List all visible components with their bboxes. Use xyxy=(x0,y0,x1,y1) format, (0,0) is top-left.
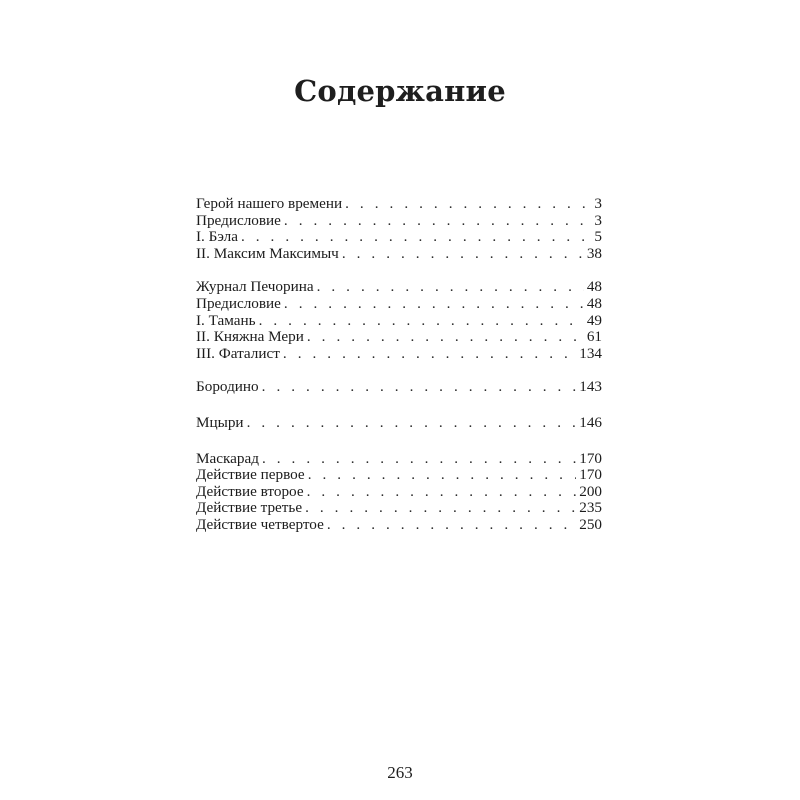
toc-entry-page: 143 xyxy=(579,378,602,396)
toc-entry-label: I. Бэла xyxy=(196,228,238,246)
toc-entry-page: 170 xyxy=(579,466,602,484)
toc-entry-page: 200 xyxy=(579,482,602,500)
dot-leader xyxy=(283,346,576,363)
toc-entry-label: Действие третье xyxy=(196,499,303,517)
toc-entry-page: 134 xyxy=(579,344,602,362)
toc-entry-label: II. Княжна Мери xyxy=(196,328,304,346)
toc-entry-page: 3 xyxy=(594,211,602,229)
toc-entry xyxy=(196,415,602,432)
dot-leader xyxy=(259,313,584,330)
toc-entry-label: Действие второе xyxy=(196,482,304,500)
toc-entry xyxy=(196,296,602,313)
toc-entry-label: Предисловие xyxy=(196,211,281,229)
toc-section-borodino xyxy=(196,379,602,396)
toc-entry-page: 49 xyxy=(586,311,602,329)
toc-entry xyxy=(196,196,602,213)
toc-entry-label: III. Фаталист xyxy=(196,344,280,362)
toc-entry-page: 61 xyxy=(586,328,602,346)
dot-leader xyxy=(307,484,577,501)
toc-entry-page: 170 xyxy=(579,449,602,467)
toc-entry-label: Бородино xyxy=(196,378,259,396)
toc-entry xyxy=(196,246,602,263)
dot-leader xyxy=(345,196,591,213)
dot-leader xyxy=(307,329,584,346)
toc-entry xyxy=(196,500,602,517)
dot-leader xyxy=(241,229,591,246)
dot-leader xyxy=(305,500,576,517)
dot-leader xyxy=(327,517,576,534)
toc-entry xyxy=(196,213,602,230)
dot-leader xyxy=(342,246,584,263)
page-number: 263 xyxy=(387,763,413,782)
dot-leader xyxy=(308,467,577,484)
toc-section-pechorin-journal xyxy=(196,279,602,362)
toc-section-masquerade xyxy=(196,451,602,534)
toc-section-mtsyri xyxy=(196,415,602,432)
toc-entry-label: Предисловие xyxy=(196,294,281,312)
toc-entry xyxy=(196,329,602,346)
toc-entry xyxy=(196,517,602,534)
toc-entry xyxy=(196,229,602,246)
dot-leader xyxy=(284,296,584,313)
toc-entry-page: 146 xyxy=(579,413,602,431)
toc-entry-label: Маскарад xyxy=(196,449,259,467)
toc-entry xyxy=(196,467,602,484)
dot-leader xyxy=(262,379,577,396)
toc-entry-label: Журнал Печорина xyxy=(196,278,314,296)
toc-entry xyxy=(196,346,602,363)
toc-section-hero-of-our-time xyxy=(196,196,602,262)
table-of-contents xyxy=(196,196,602,534)
toc-entry xyxy=(196,313,602,330)
toc-entry-page: 235 xyxy=(579,499,602,517)
toc-entry xyxy=(196,379,602,396)
dot-leader xyxy=(247,415,577,432)
toc-entry-page: 48 xyxy=(586,278,602,296)
toc-entry-page: 38 xyxy=(586,244,602,262)
toc-entry-label: Действие четвертое xyxy=(196,515,324,533)
toc-entry-page: 3 xyxy=(594,195,602,212)
toc-entry-page: 48 xyxy=(586,294,602,312)
toc-entry-page: 250 xyxy=(579,515,602,533)
toc-entry-label: Действие первое xyxy=(196,466,305,484)
toc-entry-label: II. Максим Максимыч xyxy=(196,244,339,262)
toc-entry-page: 5 xyxy=(594,228,602,246)
page-title: Содержание xyxy=(294,74,506,109)
toc-entry xyxy=(196,451,602,468)
toc-entry-label: I. Тамань xyxy=(196,311,256,329)
dot-leader xyxy=(262,451,576,468)
dot-leader xyxy=(317,279,584,296)
dot-leader xyxy=(284,213,591,230)
toc-entry xyxy=(196,484,602,501)
toc-entry-label: Мцыри xyxy=(196,413,244,431)
toc-entry-label: Герой нашего времени xyxy=(196,195,343,212)
toc-entry xyxy=(196,279,602,296)
